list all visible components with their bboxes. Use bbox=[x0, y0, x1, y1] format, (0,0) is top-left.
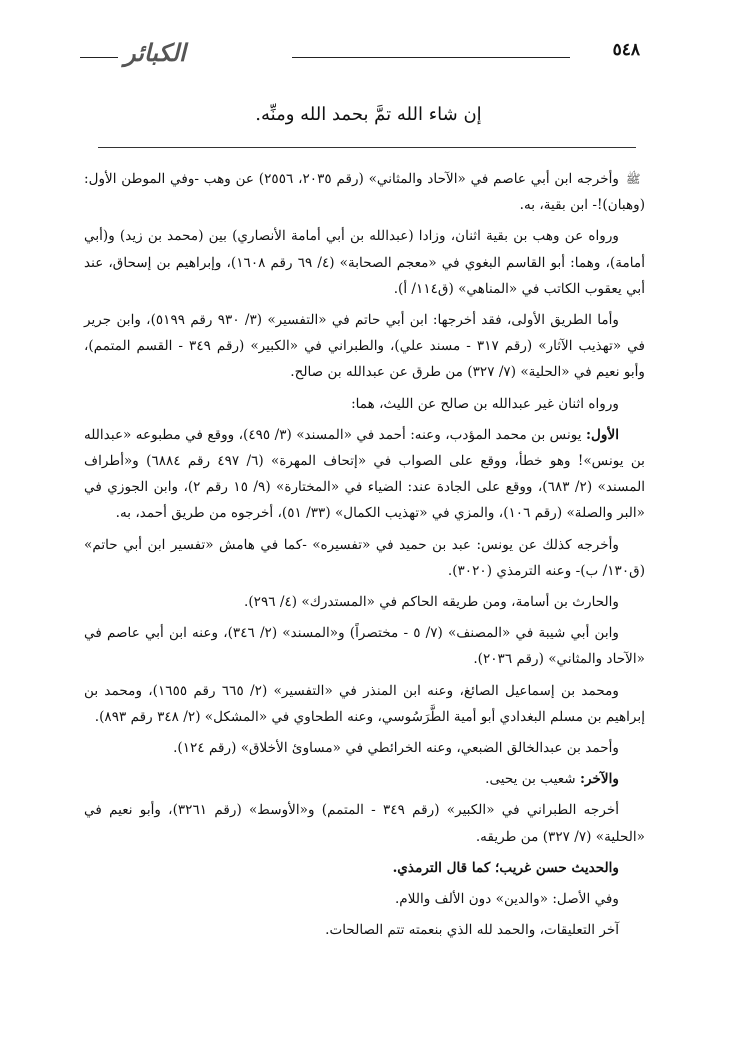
paragraph-lead: الأول: bbox=[586, 426, 619, 443]
footnote-paragraph bbox=[84, 589, 645, 615]
footnote-paragraph bbox=[84, 917, 645, 943]
page-number: ٥٤٨ bbox=[612, 40, 640, 60]
footnote-paragraph bbox=[84, 307, 645, 386]
paragraph-text: وابن أبي شيبة في «المصنف» (٧/ ٥ - مختصراً) و«المسند» (٢/ ٣٤٦)، وعنه ابن أبي عاصم في «الآحاد والمثاني» (رقم ٢٠٣٦). bbox=[84, 625, 645, 668]
footnotes bbox=[84, 166, 645, 948]
footnote-paragraph bbox=[84, 678, 645, 730]
footnote-paragraph bbox=[84, 391, 645, 417]
book-title: الكبائر bbox=[124, 38, 186, 67]
footnote-paragraph bbox=[84, 766, 645, 792]
header-rule-right bbox=[292, 57, 570, 58]
paragraph-lead: والآخر: bbox=[579, 771, 619, 788]
footnote-divider bbox=[98, 147, 636, 148]
footnote-paragraph bbox=[84, 422, 645, 527]
paragraph-text: ورواه عن وهب بن بقية اثنان، وزادا (عبدالله بن أبي أمامة الأنصاري) بين (محمد بن زيد) و(أبي أمامة)، وهما: أبو القاسم البغوي في «معجم الصحابة» (٤/ ٦٩ رقم ١٦٠٨)، وإبراهيم بن إسحاق، عند أبي يعقوب الكاتب في «المناهي» (ق١١٤/ أ). bbox=[84, 228, 645, 297]
paragraph-text: أخرجه الطبراني في «الكبير» (رقم ٣٤٩ - المتمم) و«الأوسط» (رقم ٣٢٦١)، وأبو نعيم في «الحلية» (٧/ ٣٢٧) من طريقه. bbox=[84, 802, 645, 845]
footnote-paragraph bbox=[84, 223, 645, 302]
paragraph-text: وأما الطريق الأولى، فقد أخرجها: ابن أبي حاتم في «التفسير» (٣/ ٩٣٠ رقم ٥١٩٩)، وابن جرير في «تهذيب الآثار» (رقم ٣١٧ - مسند علي)، والطبراني في «الكبير» (رقم ٣٤٩ - القسم المتمم)، وأبو نعيم في «الحلية» (٧/ ٣٢٧) من طرق عن عبدالله بن صالح. bbox=[84, 312, 645, 381]
footnote-paragraph bbox=[84, 620, 645, 672]
paragraph-text: وأخرجه ابن أبي عاصم في «الآحاد والمثاني» (رقم ٢٠٣٥، ٢٥٥٦) عن وهب -وفي الموطن الأول: (وهبان)!- ابن بقية، به. bbox=[84, 171, 645, 214]
paragraph-text: آخر التعليقات، والحمد لله الذي بنعمته تتم الصالحات. bbox=[325, 922, 619, 939]
running-header bbox=[80, 38, 640, 74]
footnote-paragraph bbox=[84, 166, 645, 218]
footnote-paragraph bbox=[84, 886, 645, 912]
paragraph-text: ومحمد بن إسماعيل الصائغ، وعنه ابن المنذر في «التفسير» (٢/ ٦٦٥ رقم ١٦٥٥)، ومحمد بن إبراهيم بن مسلم البغدادي أبو أمية الطَّرَسُوسي، وعنه الطحاوي في «المشكل» (٢/ ٣٤٨ رقم ٨٩٣). bbox=[84, 682, 645, 725]
paragraph-text: ورواه اثنان غير عبدالله بن صالح عن الليث، هما: bbox=[351, 395, 619, 412]
closing-line: إن شاء الله تمَّ بحمد الله ومنِّه. bbox=[255, 104, 482, 125]
paragraph-text: وأحمد بن عبدالخالق الضبعي، وعنه الخرائطي في «مساوئ الأخلاق» (رقم ١٢٤). bbox=[173, 740, 619, 757]
footnote-paragraph bbox=[84, 855, 645, 881]
paragraph-text: وفي الأصل: «والدين» دون الألف واللام. bbox=[394, 891, 619, 908]
header-rule-left bbox=[80, 57, 118, 58]
paragraph-text: وأخرجه كذلك عن يونس: عبد بن حميد في «تفسيره» -كما في هامش «تفسير ابن أبي حاتم» (ق١٣٠/ ب)- وعنه الترمذي (٣٠٢٠). bbox=[84, 536, 645, 579]
paragraph-text: شعيب بن يحيى. bbox=[485, 771, 580, 788]
footnote-paragraph bbox=[84, 797, 645, 849]
footnote-marker: ﷺ bbox=[626, 172, 641, 186]
footnote-paragraph bbox=[84, 532, 645, 584]
paragraph-text: والحارث بن أسامة، ومن طريقه الحاكم في «المستدرك» (٤/ ٢٩٦). bbox=[244, 594, 619, 611]
paragraph-text: والحديث حسن غريب؛ كما قال الترمذي. bbox=[392, 859, 619, 876]
footnote-paragraph bbox=[84, 735, 645, 761]
paragraph-text: يونس بن محمد المؤدب، وعنه: أحمد في «المسند» (٣/ ٤٩٥)، ووقع في مطبوعه «عبدالله بن يونس»! وهو خطأ، ووقع على الصواب في «إتحاف المهرة» (٦/ ٤٩٧ رقم ٦٨٨٤) و«أطراف المسند» (٢/ ٦٨٣)، ووقع على الجادة عند: الضياء في «المختارة» (٩/ ١٥ رقم ٢)، وابن الجوزي في «البر والصلة» (رقم ١٠٦)، والمزي في «تهذيب الكمال» (٣٣/ ٥١)، أخرجوه من طريق أحمد، به. bbox=[84, 426, 645, 522]
